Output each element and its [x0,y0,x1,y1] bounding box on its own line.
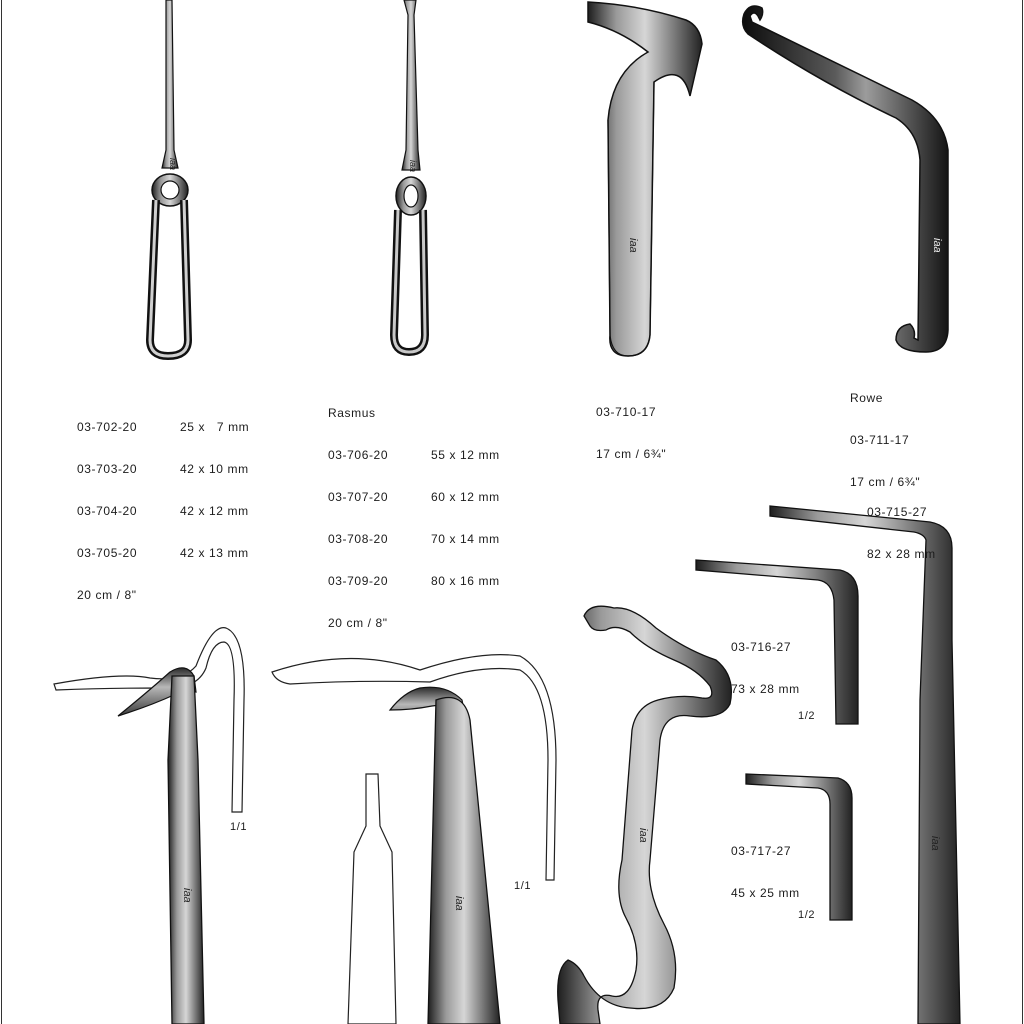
product-code: 03-711-17 [850,433,910,447]
spec-group-rasmus [328,378,500,658]
product-size: 55 x 12 mm [431,448,500,462]
spec-group-710 [596,377,666,489]
spec-row [77,504,249,518]
spec-row [328,448,500,462]
spec-row [328,490,500,504]
brand-mark: iaa [408,160,418,173]
product-length: 17 cm / 6¾" [850,475,921,489]
product-code: 03-717-27 [731,844,792,858]
spec-group-716 [731,612,800,724]
spec-group-702-705 [77,392,249,630]
product-size: 60 x 12 mm [431,490,500,504]
spec-row [328,574,500,588]
scale-label: 1/1 [230,821,248,833]
product-length: 17 cm / 6¾" [596,447,667,461]
retractor-hook-left-illustration [54,628,244,1024]
retractor-rowe-illustration [743,6,948,352]
spec-row [77,462,249,476]
scale-label: 1/1 [514,880,532,892]
scale-label: 1/2 [798,909,816,921]
brand-mark: iaa [931,238,943,253]
retractor-s-double-illustration [558,606,732,1024]
brand-mark: iaa [929,836,941,851]
product-size: 82 x 28 mm [867,547,936,561]
product-code: 03-715-27 [867,505,928,519]
product-name: Rowe [850,391,884,405]
product-size: 80 x 16 mm [431,574,500,588]
product-size: 42 x 12 mm [180,504,249,518]
product-size: 42 x 10 mm [180,462,249,476]
product-code: 03-703-20 [77,462,138,476]
product-code: 03-709-20 [328,574,389,588]
product-code: 03-708-20 [328,532,389,546]
scale-label: 1/2 [798,710,816,722]
spec-group-715 [867,477,936,589]
product-code: 03-710-17 [596,405,657,419]
spec-row [77,420,249,434]
brand-mark: iaa [627,238,639,253]
retractor-rasmus-illustration [394,0,426,352]
product-code: 03-707-20 [328,490,389,504]
product-code: 03-706-20 [328,448,389,462]
brand-mark: iaa [453,896,465,911]
product-size: 73 x 28 mm [731,682,800,696]
product-size: 70 x 14 mm [431,532,500,546]
product-length: 20 cm / 8" [328,616,388,630]
retractor-710-illustration [588,2,702,356]
retractor-loop-illustration [150,0,188,356]
product-code: 03-704-20 [77,504,138,518]
spec-row [77,546,249,560]
product-size: 42 x 13 mm [180,546,249,560]
product-length: 20 cm / 8" [77,588,137,602]
brand-mark: iaa [168,158,178,171]
brand-mark: iaa [637,828,649,843]
product-code: 03-702-20 [77,420,138,434]
brand-mark: iaa [181,888,193,903]
spec-row [328,532,500,546]
product-code: 03-716-27 [731,640,792,654]
product-name: Rasmus [328,406,376,420]
spec-group-717 [731,816,800,928]
product-code: 03-705-20 [77,546,138,560]
retractor-curved-middle-illustration [272,655,556,1024]
product-size: 25 x 7 mm [180,420,250,434]
product-size: 45 x 25 mm [731,886,800,900]
